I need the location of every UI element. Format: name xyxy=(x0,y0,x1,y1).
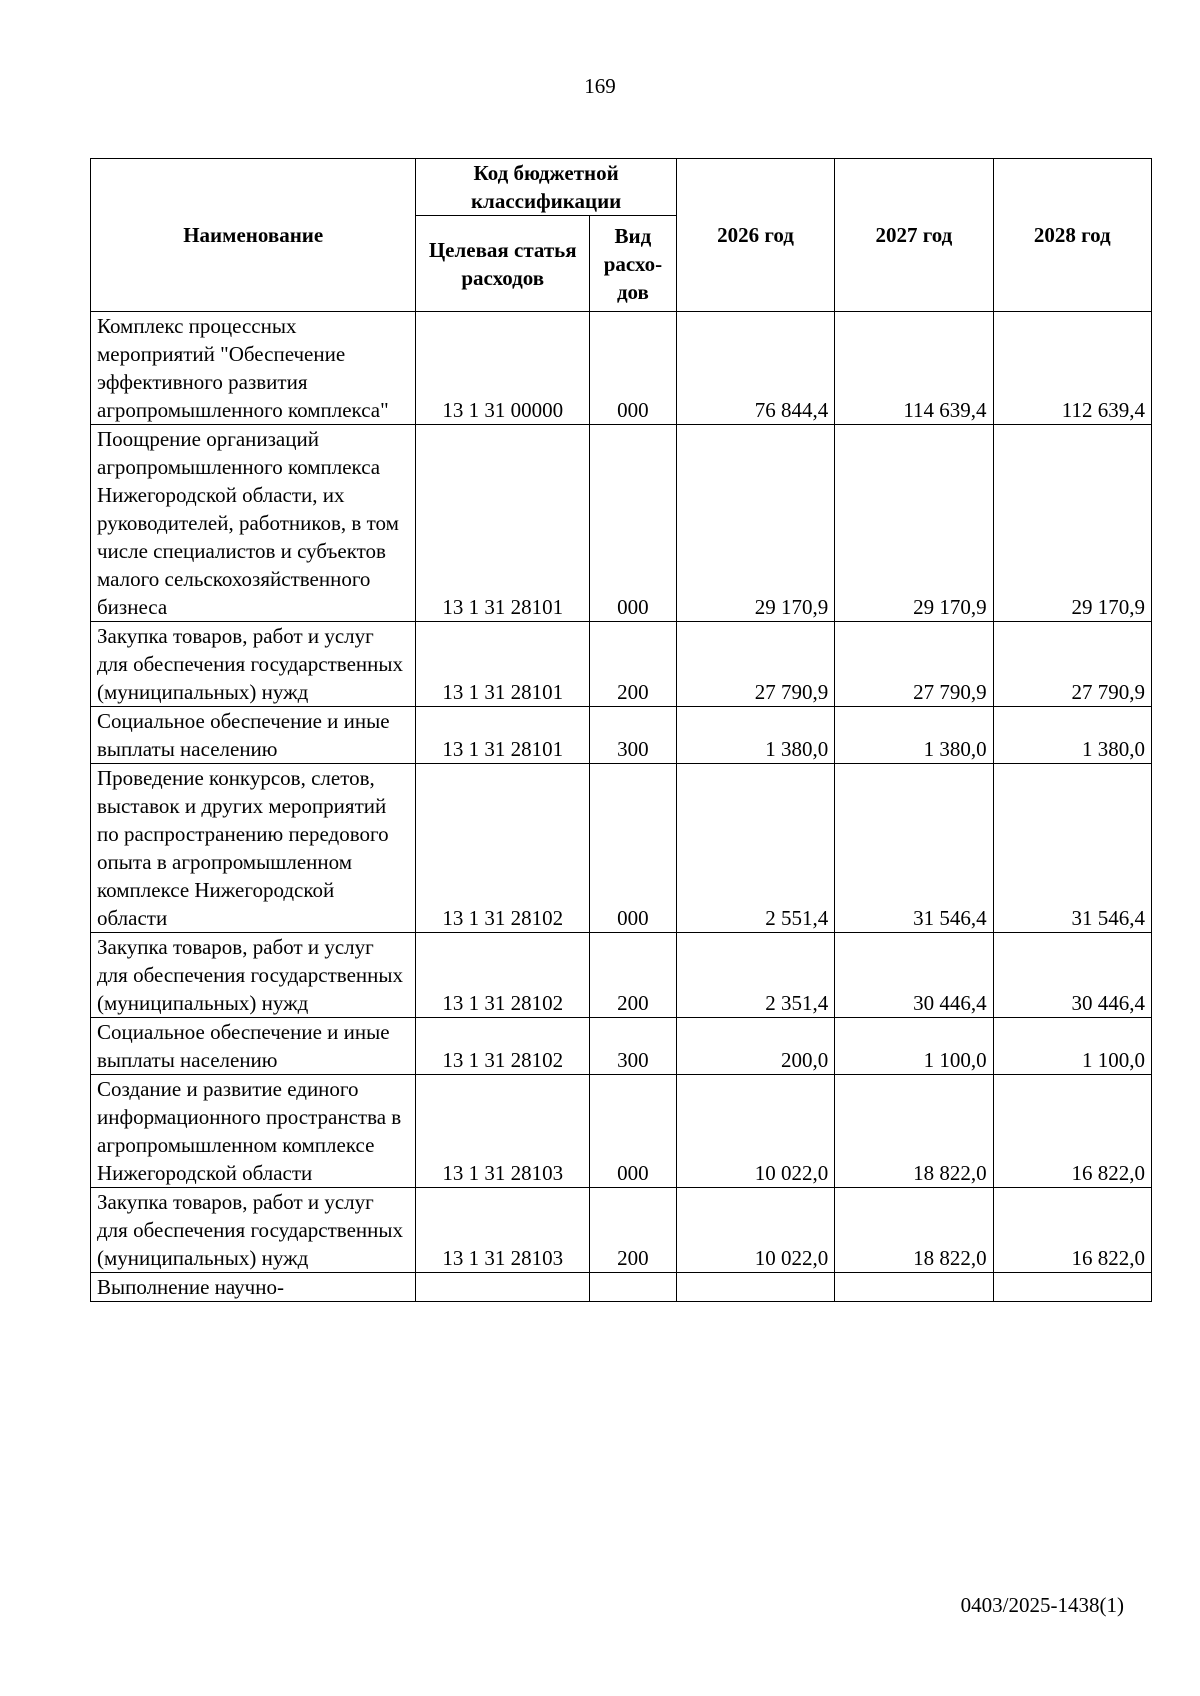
table-row xyxy=(91,622,1152,707)
cell-code: 13 1 31 28102 xyxy=(416,933,590,1018)
cell-y2026: 29 170,9 xyxy=(676,425,834,622)
header-target-article: Целевая статья расходов xyxy=(416,216,590,312)
cell-type: 200 xyxy=(590,622,677,707)
page-number: 169 xyxy=(584,74,616,98)
cell-y2026: 200,0 xyxy=(676,1018,834,1075)
table-row xyxy=(91,1273,1152,1302)
table-row xyxy=(91,425,1152,622)
cell-y2028: 1 100,0 xyxy=(993,1018,1151,1075)
cell-y2027: 18 822,0 xyxy=(835,1075,993,1188)
cell-y2026: 76 844,4 xyxy=(676,312,834,425)
cell-name: Комплекс процессных мероприятий "Обеспечение эффективного развития агропромышленного комплекса" xyxy=(91,312,416,425)
table-row xyxy=(91,1188,1152,1273)
cell-code: 13 1 31 28101 xyxy=(416,707,590,764)
cell-y2028: 112 639,4 xyxy=(993,312,1151,425)
cell-y2027: 29 170,9 xyxy=(835,425,993,622)
cell-code xyxy=(416,1273,590,1302)
cell-type: 000 xyxy=(590,764,677,933)
cell-y2028: 31 546,4 xyxy=(993,764,1151,933)
cell-name: Закупка товаров, работ и услуг для обеспечения государственных (муниципальных) нужд xyxy=(91,933,416,1018)
cell-code: 13 1 31 28103 xyxy=(416,1188,590,1273)
cell-y2027: 31 546,4 xyxy=(835,764,993,933)
cell-type xyxy=(590,1273,677,1302)
cell-type: 200 xyxy=(590,933,677,1018)
cell-y2028: 16 822,0 xyxy=(993,1188,1151,1273)
cell-y2027: 18 822,0 xyxy=(835,1188,993,1273)
cell-type: 000 xyxy=(590,1075,677,1188)
cell-y2026: 2 551,4 xyxy=(676,764,834,933)
table-row xyxy=(91,1018,1152,1075)
cell-y2026: 10 022,0 xyxy=(676,1188,834,1273)
table-row xyxy=(91,933,1152,1018)
cell-y2027: 114 639,4 xyxy=(835,312,993,425)
cell-code: 13 1 31 28101 xyxy=(416,425,590,622)
cell-y2027: 30 446,4 xyxy=(835,933,993,1018)
cell-y2027: 1 380,0 xyxy=(835,707,993,764)
table-row xyxy=(91,312,1152,425)
header-2028: 2028 год xyxy=(993,159,1151,312)
table-row xyxy=(91,707,1152,764)
cell-type: 300 xyxy=(590,707,677,764)
table-row xyxy=(91,1075,1152,1188)
cell-y2027: 1 100,0 xyxy=(835,1018,993,1075)
cell-y2028: 1 380,0 xyxy=(993,707,1151,764)
cell-code: 13 1 31 00000 xyxy=(416,312,590,425)
cell-code: 13 1 31 28102 xyxy=(416,764,590,933)
cell-name: Социальное обеспечение и иные выплаты населению xyxy=(91,1018,416,1075)
header-2026: 2026 год xyxy=(676,159,834,312)
cell-code: 13 1 31 28103 xyxy=(416,1075,590,1188)
cell-name: Закупка товаров, работ и услуг для обеспечения государственных (муниципальных) нужд xyxy=(91,1188,416,1273)
cell-y2026: 27 790,9 xyxy=(676,622,834,707)
budget-table xyxy=(90,158,1152,1302)
cell-name: Создание и развитие единого информационного пространства в агропромышленном комплексе Нижегородской области xyxy=(91,1075,416,1188)
cell-name: Закупка товаров, работ и услуг для обеспечения государственных (муниципальных) нужд xyxy=(91,622,416,707)
cell-y2027: 27 790,9 xyxy=(835,622,993,707)
table-row xyxy=(91,764,1152,933)
cell-code: 13 1 31 28102 xyxy=(416,1018,590,1075)
cell-y2026: 10 022,0 xyxy=(676,1075,834,1188)
table-body xyxy=(91,312,1152,1302)
cell-y2028: 16 822,0 xyxy=(993,1075,1151,1188)
cell-y2027 xyxy=(835,1273,993,1302)
cell-code: 13 1 31 28101 xyxy=(416,622,590,707)
cell-y2028 xyxy=(993,1273,1151,1302)
header-expense-type: Вид расхо-дов xyxy=(590,216,677,312)
cell-type: 000 xyxy=(590,425,677,622)
header-2027: 2027 год xyxy=(835,159,993,312)
cell-name: Поощрение организаций агропромышленного комплекса Нижегородской области, их руководителей, работников, в том числе специалистов и субъектов малого сельскохозяйственного бизнеса xyxy=(91,425,416,622)
cell-name: Социальное обеспечение и иные выплаты населению xyxy=(91,707,416,764)
document-code: 0403/2025-1438(1) xyxy=(960,1593,1124,1617)
cell-type: 200 xyxy=(590,1188,677,1273)
cell-type: 300 xyxy=(590,1018,677,1075)
cell-name: Проведение конкурсов, слетов, выставок и других мероприятий по распространению передового опыта в агропромышленном комплексе Нижегородской области xyxy=(91,764,416,933)
cell-y2026: 1 380,0 xyxy=(676,707,834,764)
cell-y2026 xyxy=(676,1273,834,1302)
cell-y2026: 2 351,4 xyxy=(676,933,834,1018)
cell-y2028: 29 170,9 xyxy=(993,425,1151,622)
header-kbk: Код бюджетной классификации xyxy=(416,159,676,216)
cell-type: 000 xyxy=(590,312,677,425)
cell-y2028: 30 446,4 xyxy=(993,933,1151,1018)
cell-name: Выполнение научно- xyxy=(91,1273,416,1302)
cell-y2028: 27 790,9 xyxy=(993,622,1151,707)
header-name: Наименование xyxy=(91,159,416,312)
